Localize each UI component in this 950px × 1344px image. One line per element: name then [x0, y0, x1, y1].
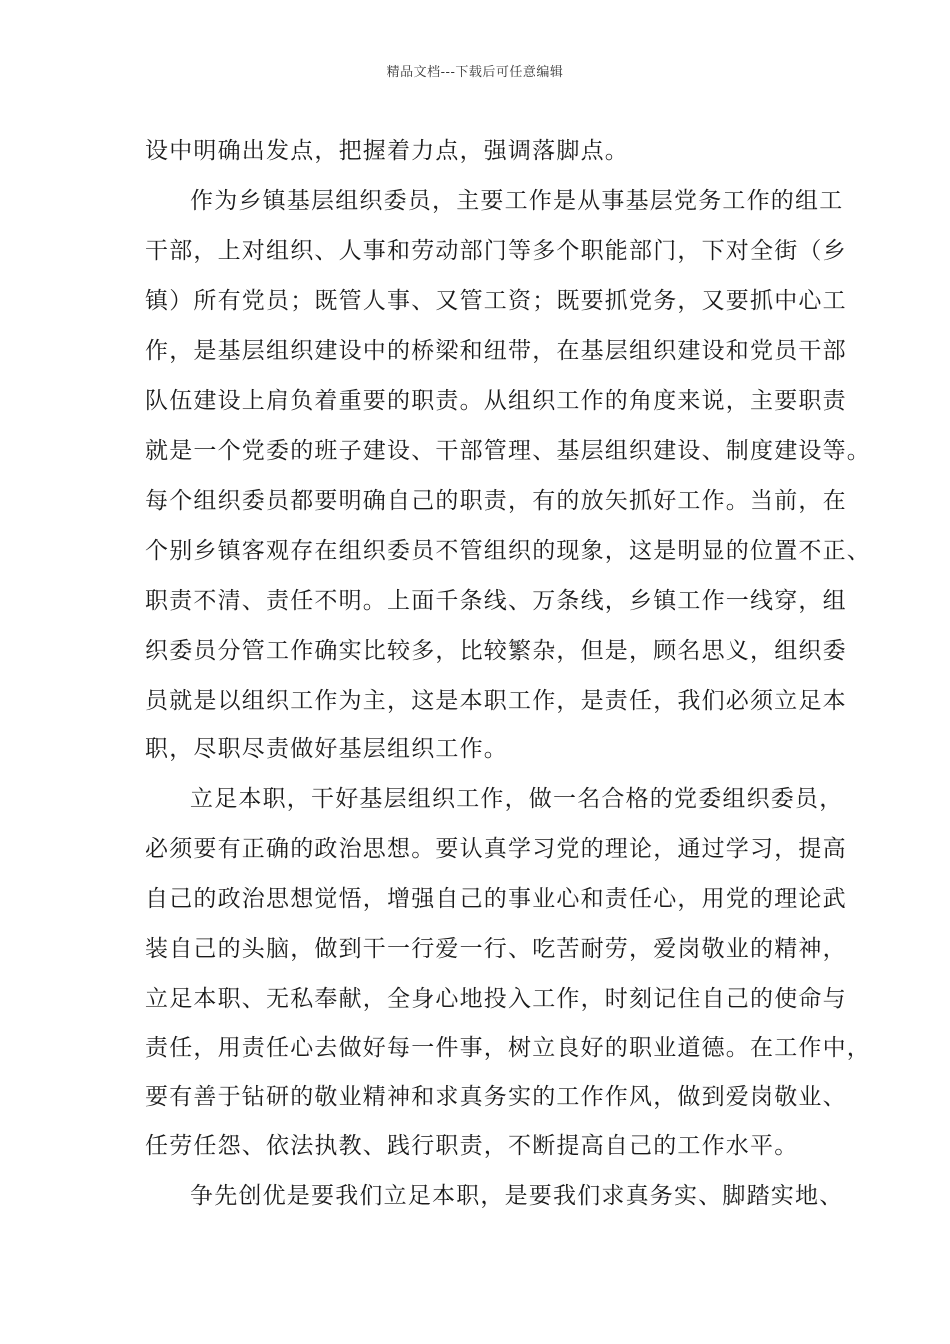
text-line: 个别乡镇客观存在组织委员不管组织的现象，这是明显的位置不正、: [145, 538, 871, 564]
text-line: 要有善于钻研的敬业精神和求真务实的工作作风，做到爱岗敬业、: [145, 1084, 847, 1110]
paragraph-first-line: 作为乡镇基层组织委员，主要工作是从事基层党务工作的组工: [190, 188, 844, 214]
text-line: 队伍建设上肩负着重要的职责。从组织工作的角度来说，主要职责: [145, 388, 847, 414]
page-header: 精品文档---下载后可任意编辑: [386, 65, 564, 80]
text-line: 织委员分管工作确实比较多，比较繁杂，但是，顾名思义，组织委: [145, 638, 847, 664]
text-line: 就是一个党委的班子建设、干部管理、基层组织建设、制度建设等。: [145, 438, 871, 464]
paragraph-first-line: 立足本职，干好基层组织工作，做一名合格的党委组织委员，: [190, 786, 844, 812]
text-line: 作，是基层组织建设中的桥梁和纽带，在基层组织建设和党员干部: [145, 338, 847, 364]
text-line: 镇）所有党员；既管人事、又管工资；既要抓党务，又要抓中心工: [145, 288, 847, 314]
text-line: 必须要有正确的政治思想。要认真学习党的理论，通过学习，提高: [145, 836, 847, 862]
text-line: 责任，用责任心去做好每一件事，树立良好的职业道德。在工作中，: [145, 1035, 871, 1061]
text-line: 每个组织委员都要明确自己的职责，有的放矢抓好工作。当前，在: [145, 488, 847, 514]
text-line: 自己的政治思想觉悟，增强自己的事业心和责任心，用党的理论武: [145, 886, 847, 912]
text-line: 装自己的头脑，做到干一行爱一行、吃苦耐劳，爱岗敬业的精神，: [145, 936, 847, 962]
paragraph-first-line: 争先创优是要我们立足本职，是要我们求真务实、脚踏实地、: [190, 1183, 844, 1209]
text-line: 职，尽职尽责做好基层组织工作。: [145, 736, 508, 762]
text-line: 立足本职、无私奉献，全身心地投入工作，时刻记住自己的使命与: [145, 986, 847, 1012]
text-line: 干部，上对组织、人事和劳动部门等多个职能部门，下对全街（乡: [145, 238, 847, 264]
text-line: 职责不清、责任不明。上面千条线、万条线，乡镇工作一线穿，组: [145, 588, 847, 614]
text-line: 设中明确出发点，把握着力点，强调落脚点。: [145, 138, 629, 164]
text-line: 员就是以组织工作为主，这是本职工作，是责任，我们必须立足本: [145, 688, 847, 714]
text-line: 任劳任怨、依法执教、践行职责，不断提高自己的工作水平。: [145, 1133, 799, 1159]
